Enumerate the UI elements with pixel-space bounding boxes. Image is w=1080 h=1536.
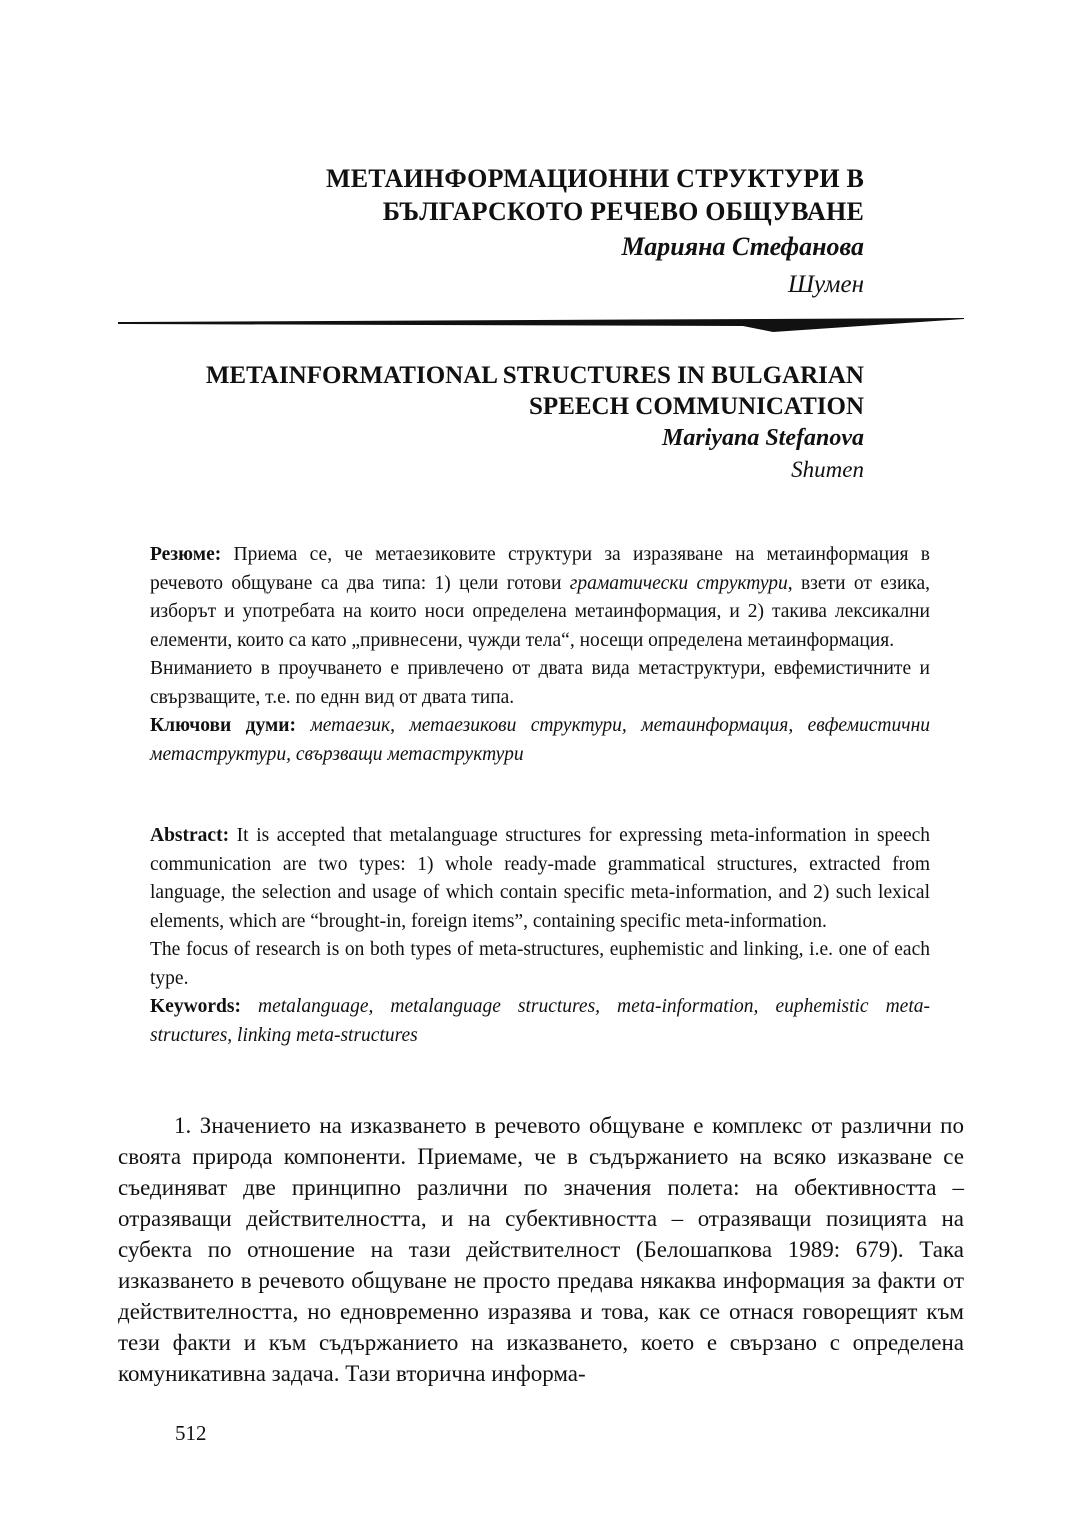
resume-text-italic: граматически структури xyxy=(569,572,788,594)
title-bg-line1: МЕТАИНФОРМАЦИОННИ СТРУКТУРИ В xyxy=(325,164,864,193)
english-title-block xyxy=(206,360,864,486)
resume-keywords xyxy=(150,712,930,769)
body-text xyxy=(118,1110,964,1389)
city-bg: Шумен xyxy=(787,271,864,298)
page-number: 512 xyxy=(175,1421,207,1445)
abstract-label: Abstract: xyxy=(150,825,230,846)
abstract-text: It is accepted that metalanguage structures for expressing meta-information in speech communication are two types: 1) whole ready-made grammatical structures, extracted from language, the selection and usage of which contain specific meta-information, and 2) such lexical elements, which are “brought-in, foreign items”, containing specific meta-information. xyxy=(150,825,930,932)
abstract-keywords xyxy=(150,993,930,1050)
bulgarian-title-block xyxy=(326,162,864,304)
resume-label: Резюме: xyxy=(150,544,222,565)
decorative-divider xyxy=(118,306,964,336)
title-en-line2: SPEECH COMMUNICATION xyxy=(529,393,864,420)
abstract-keywords-label: Keywords: xyxy=(150,996,241,1017)
body-paragraph-1: 1. Значението на изказването в речевото общуване е комплекс от различни по своята природа компоненти. Приемаме, че в съдържанието на всяко изказване се съединяват две принципно различни по значения полета: на обективността – отразяващи действителността, и на субективността – отразяващи позицията на субекта по отношение на тази действителност (Белошапкова 1989: 679). Така изказването в речевото общуване не просто предава някаква информация за факти от действителността, но едновременно изразява и това, как се отнася говорещият към тези факти и към съдържанието на изказването, което е свързано с определена комуникативна задача. Тази вторична информа- xyxy=(118,1113,964,1386)
resume-paragraph xyxy=(150,541,930,655)
abstract-paragraph xyxy=(150,822,930,936)
resume-block xyxy=(150,541,930,769)
author-en: Mariyana Stefanova xyxy=(661,425,864,451)
abstract-paragraph-2: The focus of research is on both types of meta-structures, euphemistic and linking, i.e. one of each type. xyxy=(150,939,930,989)
resume-text-1: Приема се, че метаезиковите структури за изразяване на метаинформация в речевото общуване са два типа: 1) цели готови xyxy=(150,544,930,594)
resume-text-2: , взети от езика, изборът и употребата на които носи определена метаинформация, и 2) такива лексикални елементи, които са като „привнесени, чужди тела“, носещи определена метаинформация. xyxy=(150,572,930,651)
city-en: Shumen xyxy=(791,457,864,482)
resume-paragraph-2: Вниманието в проучването е привлечено от двата вида метаструктури, евфемистичните и свързващите, т.е. по еднн вид от двата типа. xyxy=(150,658,930,708)
abstract-block xyxy=(150,822,930,1050)
author-bg: Марияна Стефанова xyxy=(621,232,864,261)
resume-keywords-text: метаезик, метаезикови структури, метаинформация, евфемистични метаструктури, свързващи метаструктури xyxy=(150,715,930,765)
abstract-keywords-text: metalanguage, metalanguage structures, meta-information, euphemistic meta-structures, linking meta-structures xyxy=(150,996,930,1046)
title-bg-line2: БЪЛГАРСКОТО РЕЧЕВО ОБЩУВАНЕ xyxy=(382,197,864,226)
resume-keywords-label: Ключови думи: xyxy=(150,715,296,736)
title-en-line1: METAINFORMATIONAL STRUCTURES IN BULGARIAN xyxy=(205,362,864,389)
